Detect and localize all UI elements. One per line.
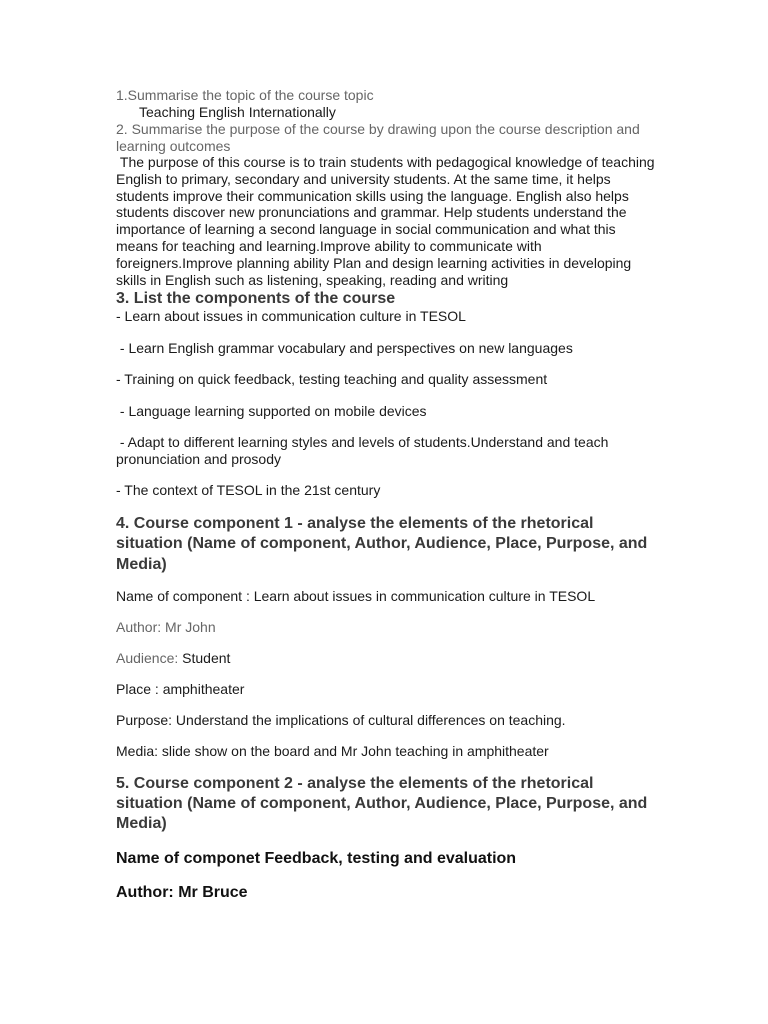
q2-prompt: 2. Summarise the purpose of the course by drawing upon the course description and learning outcomes xyxy=(116,121,640,154)
component-1-name: Name of component : Learn about issues in communication culture in TESOL xyxy=(116,587,596,604)
component-item: - Learn about issues in communication culture in TESOL xyxy=(116,308,466,325)
audience-value: Student xyxy=(178,649,231,666)
q1-prompt: 1.Summarise the topic of the course topic xyxy=(116,87,374,103)
course-purpose-paragraph: The purpose of this course is to train students with pedagogical knowledge of teaching English to primary, secondary and university students. At the same time, it helps students improve their communication skills using the language. English also helps students discover new pronunciations and grammar. Help students understand the importance of learning a second language in social communication and what this means for teaching and learning.Improve ability to communicate with foreigners.Improve planning ability Plan and design learning activities in developing skills in English such as listening, speaking, reading and writing xyxy=(116,154,659,288)
component-2-name: Name of componet Feedback, testing and evaluation xyxy=(116,849,517,867)
component-1-heading: 4. Course component 1 - analyse the elements of the rhetorical situation (Name of component, Author, Audience, Place, Purpose, and Media) xyxy=(116,514,648,573)
component-1-author: Author: Mr John xyxy=(116,618,216,635)
component-1-purpose: Purpose: Understand the implications of cultural differences on teaching. xyxy=(116,711,566,728)
component-item: - Training on quick feedback, testing teaching and quality assessment xyxy=(116,371,548,388)
components-heading: 3. List the components of the course xyxy=(116,290,396,308)
component-1-media: Media: slide show on the board and Mr John teaching in amphitheater xyxy=(116,742,549,759)
course-topic: Teaching English Internationally xyxy=(139,104,336,120)
component-item: - The context of TESOL in the 21st century xyxy=(116,482,381,499)
audience-label: Audience: xyxy=(116,649,179,666)
component-2-author: Author: Mr Bruce xyxy=(116,883,248,901)
component-2-heading: 5. Course component 2 - analyse the elements of the rhetorical situation (Name of component, Author, Audience, Place, Purpose, and Media) xyxy=(116,774,648,833)
component-item: - Language learning supported on mobile devices xyxy=(116,402,427,419)
component-item: - Learn English grammar vocabulary and perspectives on new languages xyxy=(116,339,573,356)
document-page xyxy=(116,87,659,903)
component-1-place: Place : amphitheater xyxy=(116,680,245,697)
component-item: - Adapt to different learning styles and levels of students.Understand and teach pronunciation and prosody xyxy=(116,433,613,467)
component-1-audience xyxy=(116,650,656,667)
